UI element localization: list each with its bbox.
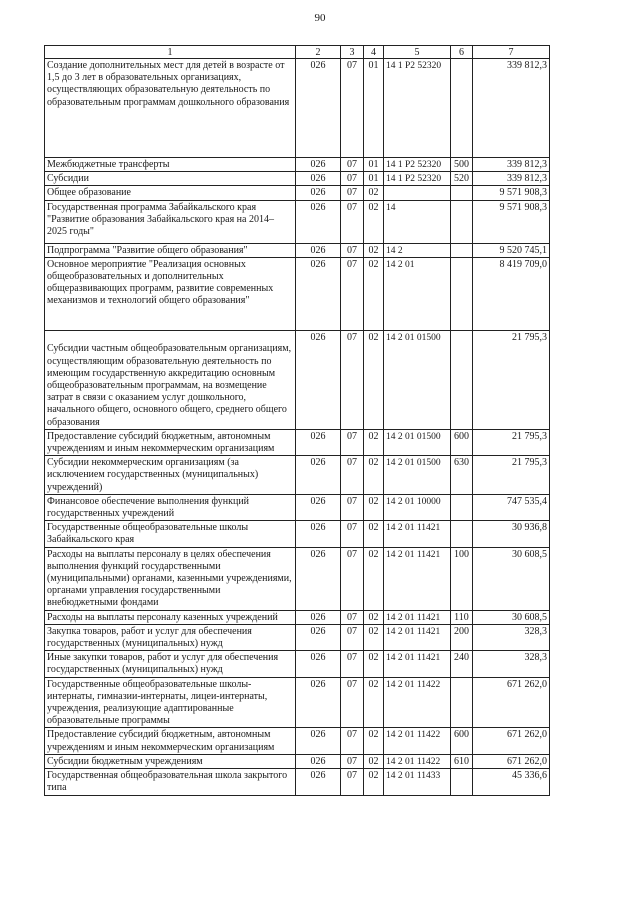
- row-vedomstvo: 026: [296, 429, 341, 455]
- row-kvr: [451, 494, 473, 520]
- row-name: Государственные общеобразовательные школы Забайкальского края: [45, 521, 296, 547]
- row-sum: 21 795,3: [473, 429, 550, 455]
- row-vedomstvo: 026: [296, 651, 341, 677]
- row-name: Предоставление субсидий бюджетным, автономным учреждениям и иным некоммерческим организациям: [45, 728, 296, 754]
- row-kcsr: 14 2 01 11421: [384, 547, 451, 610]
- row-kcsr: 14 2 01: [384, 257, 451, 330]
- row-razdel: 07: [341, 624, 364, 650]
- row-razdel: 07: [341, 172, 364, 186]
- row-name: Расходы на выплаты персоналу в целях обеспечения выполнения функций государственными (муниципальными) органами, казенными учреждениями, органами управления государственными внебюджетными фондами: [45, 547, 296, 610]
- row-sum: 671 262,0: [473, 754, 550, 768]
- row-name: Государственные общеобразовательные школы-интернаты, гимназии-интернаты, лицеи-интернаты, учреждения, реализующие адаптированные образовательные программы: [45, 677, 296, 728]
- row-sum: 328,3: [473, 651, 550, 677]
- row-name: Государственная программа Забайкальского края "Развитие образования Забайкальского края на 2014–2025 годы": [45, 200, 296, 243]
- table-row: [45, 186, 550, 200]
- table-row: [45, 200, 550, 243]
- table-row: [45, 158, 550, 172]
- row-name: Иные закупки товаров, работ и услуг для обеспечения государственных (муниципальных) нужд: [45, 651, 296, 677]
- table-row: [45, 728, 550, 754]
- table-row: [45, 610, 550, 624]
- header-col-6: 6: [451, 46, 473, 59]
- row-name: Создание дополнительных мест для детей в возрасте от 1,5 до 3 лет в образовательных организациях, осуществляющих образовательную деятельность по образовательным программам дошкольного образования: [45, 59, 296, 158]
- table-row: [45, 172, 550, 186]
- header-row: [45, 46, 550, 59]
- row-razdel: 07: [341, 728, 364, 754]
- row-podrazdel: 02: [364, 200, 384, 243]
- row-vedomstvo: 026: [296, 521, 341, 547]
- table-row: [45, 624, 550, 650]
- row-podrazdel: 02: [364, 330, 384, 429]
- row-kvr: [451, 769, 473, 795]
- row-kvr: 110: [451, 610, 473, 624]
- row-kvr: 520: [451, 172, 473, 186]
- row-vedomstvo: 026: [296, 243, 341, 257]
- row-name: Субсидии бюджетным учреждениям: [45, 754, 296, 768]
- row-sum: 747 535,4: [473, 494, 550, 520]
- row-vedomstvo: 026: [296, 624, 341, 650]
- row-sum: 30 936,8: [473, 521, 550, 547]
- row-kcsr: 14 1 P2 52320: [384, 172, 451, 186]
- row-podrazdel: 01: [364, 172, 384, 186]
- row-sum: 9 571 908,3: [473, 200, 550, 243]
- row-podrazdel: 02: [364, 651, 384, 677]
- row-kvr: [451, 59, 473, 158]
- row-razdel: 07: [341, 200, 364, 243]
- table-row: [45, 677, 550, 728]
- row-podrazdel: 02: [364, 677, 384, 728]
- row-podrazdel: 02: [364, 429, 384, 455]
- row-kcsr: 14 2 01 11422: [384, 677, 451, 728]
- row-kvr: [451, 243, 473, 257]
- row-podrazdel: 02: [364, 521, 384, 547]
- row-kvr: 610: [451, 754, 473, 768]
- row-kvr: [451, 330, 473, 429]
- row-kcsr: 14 2: [384, 243, 451, 257]
- header-col-7: 7: [473, 46, 550, 59]
- header-col-3: 3: [341, 46, 364, 59]
- row-name: Расходы на выплаты персоналу казенных учреждений: [45, 610, 296, 624]
- row-vedomstvo: 026: [296, 494, 341, 520]
- row-podrazdel: 02: [364, 728, 384, 754]
- row-vedomstvo: 026: [296, 754, 341, 768]
- row-vedomstvo: 026: [296, 257, 341, 330]
- row-sum: 339 812,3: [473, 172, 550, 186]
- row-podrazdel: 02: [364, 456, 384, 495]
- row-kcsr: [384, 186, 451, 200]
- row-kcsr: 14 2 01 10000: [384, 494, 451, 520]
- table-row: [45, 257, 550, 330]
- row-kcsr: 14 2 01 11421: [384, 651, 451, 677]
- header-col-1: 1: [45, 46, 296, 59]
- row-kcsr: 14 2 01 01500: [384, 456, 451, 495]
- table-row: [45, 494, 550, 520]
- row-name: Общее образование: [45, 186, 296, 200]
- row-razdel: 07: [341, 429, 364, 455]
- row-podrazdel: 02: [364, 769, 384, 795]
- row-podrazdel: 02: [364, 494, 384, 520]
- row-sum: 9 520 745,1: [473, 243, 550, 257]
- header-col-4: 4: [364, 46, 384, 59]
- row-sum: 671 262,0: [473, 728, 550, 754]
- row-razdel: 07: [341, 59, 364, 158]
- row-sum: 21 795,3: [473, 330, 550, 429]
- row-podrazdel: 02: [364, 186, 384, 200]
- row-name: Основное мероприятие "Реализация основных общеобразовательных и дополнительных общеразвивающих программ, развитие современных механизмов и технологий общего образования": [45, 257, 296, 330]
- row-kvr: 600: [451, 429, 473, 455]
- row-name: Финансовое обеспечение выполнения функций государственных учреждений: [45, 494, 296, 520]
- row-kvr: [451, 677, 473, 728]
- row-name: Закупка товаров, работ и услуг для обеспечения государственных (муниципальных) нужд: [45, 624, 296, 650]
- table-row: [45, 243, 550, 257]
- row-vedomstvo: 026: [296, 610, 341, 624]
- row-podrazdel: 02: [364, 610, 384, 624]
- row-name: Государственная общеобразовательная школа закрытого типа: [45, 769, 296, 795]
- row-vedomstvo: 026: [296, 769, 341, 795]
- row-sum: 328,3: [473, 624, 550, 650]
- row-razdel: 07: [341, 243, 364, 257]
- row-vedomstvo: 026: [296, 677, 341, 728]
- row-name: Субсидии некоммерческим организациям (за исключением государственных (муниципальных) учреждений): [45, 456, 296, 495]
- table-row: [45, 429, 550, 455]
- row-kvr: 100: [451, 547, 473, 610]
- row-kcsr: 14 2 01 11421: [384, 624, 451, 650]
- row-razdel: 07: [341, 330, 364, 429]
- page-number: 90: [314, 12, 326, 24]
- row-vedomstvo: 026: [296, 547, 341, 610]
- row-kvr: [451, 200, 473, 243]
- row-name: Предоставление субсидий бюджетным, автономным учреждениям и иным некоммерческим организациям: [45, 429, 296, 455]
- row-razdel: 07: [341, 521, 364, 547]
- table-row: [45, 521, 550, 547]
- table-row: [45, 59, 550, 158]
- row-name: Субсидии частным общеобразовательным организациям, осуществляющим образовательную деятельность по имеющим государственную аккредитацию основным общеобразовательным программам, на возмещение затрат в связи с оказанием услуг дошкольного, начального общего, основного общего, среднего общего образования: [45, 330, 296, 429]
- row-podrazdel: 01: [364, 158, 384, 172]
- row-razdel: 07: [341, 769, 364, 795]
- row-vedomstvo: 026: [296, 172, 341, 186]
- row-razdel: 07: [341, 494, 364, 520]
- row-kvr: 240: [451, 651, 473, 677]
- row-kcsr: 14 2 01 01500: [384, 429, 451, 455]
- row-name: Подпрограмма "Развитие общего образования": [45, 243, 296, 257]
- row-vedomstvo: 026: [296, 330, 341, 429]
- row-razdel: 07: [341, 158, 364, 172]
- table-row: [45, 456, 550, 495]
- row-kcsr: 14 2 01 11421: [384, 610, 451, 624]
- header-col-2: 2: [296, 46, 341, 59]
- table-row: [45, 651, 550, 677]
- row-razdel: 07: [341, 186, 364, 200]
- row-sum: 339 812,3: [473, 59, 550, 158]
- row-razdel: 07: [341, 456, 364, 495]
- row-kcsr: 14 2 01 11433: [384, 769, 451, 795]
- row-podrazdel: 01: [364, 59, 384, 158]
- row-name: Межбюджетные трансферты: [45, 158, 296, 172]
- row-kvr: [451, 257, 473, 330]
- row-razdel: 07: [341, 610, 364, 624]
- row-vedomstvo: 026: [296, 186, 341, 200]
- table-row: [45, 754, 550, 768]
- row-podrazdel: 02: [364, 547, 384, 610]
- row-vedomstvo: 026: [296, 728, 341, 754]
- row-vedomstvo: 026: [296, 456, 341, 495]
- row-kvr: [451, 521, 473, 547]
- row-kcsr: 14 1 P2 52320: [384, 59, 451, 158]
- row-vedomstvo: 026: [296, 158, 341, 172]
- row-kcsr: 14 2 01 11422: [384, 754, 451, 768]
- table-row: [45, 547, 550, 610]
- row-sum: 9 571 908,3: [473, 186, 550, 200]
- row-vedomstvo: 026: [296, 59, 341, 158]
- row-name: Субсидии: [45, 172, 296, 186]
- row-kvr: 630: [451, 456, 473, 495]
- budget-table: [44, 45, 550, 796]
- row-kvr: 600: [451, 728, 473, 754]
- row-kvr: 200: [451, 624, 473, 650]
- row-sum: 45 336,6: [473, 769, 550, 795]
- row-kcsr: 14: [384, 200, 451, 243]
- row-kcsr: 14 2 01 11421: [384, 521, 451, 547]
- row-sum: 671 262,0: [473, 677, 550, 728]
- row-sum: 21 795,3: [473, 456, 550, 495]
- row-razdel: 07: [341, 547, 364, 610]
- row-kcsr: 14 2 01 11422: [384, 728, 451, 754]
- row-sum: 30 608,5: [473, 547, 550, 610]
- row-kcsr: 14 2 01 01500: [384, 330, 451, 429]
- table-row: [45, 769, 550, 795]
- row-kcsr: 14 1 P2 52320: [384, 158, 451, 172]
- row-razdel: 07: [341, 651, 364, 677]
- row-razdel: 07: [341, 257, 364, 330]
- row-razdel: 07: [341, 754, 364, 768]
- row-sum: 30 608,5: [473, 610, 550, 624]
- row-razdel: 07: [341, 677, 364, 728]
- header-col-5: 5: [384, 46, 451, 59]
- row-sum: 8 419 709,0: [473, 257, 550, 330]
- row-podrazdel: 02: [364, 624, 384, 650]
- row-podrazdel: 02: [364, 257, 384, 330]
- row-podrazdel: 02: [364, 754, 384, 768]
- table-row: [45, 330, 550, 429]
- row-sum: 339 812,3: [473, 158, 550, 172]
- row-podrazdel: 02: [364, 243, 384, 257]
- row-vedomstvo: 026: [296, 200, 341, 243]
- row-kvr: [451, 186, 473, 200]
- row-kvr: 500: [451, 158, 473, 172]
